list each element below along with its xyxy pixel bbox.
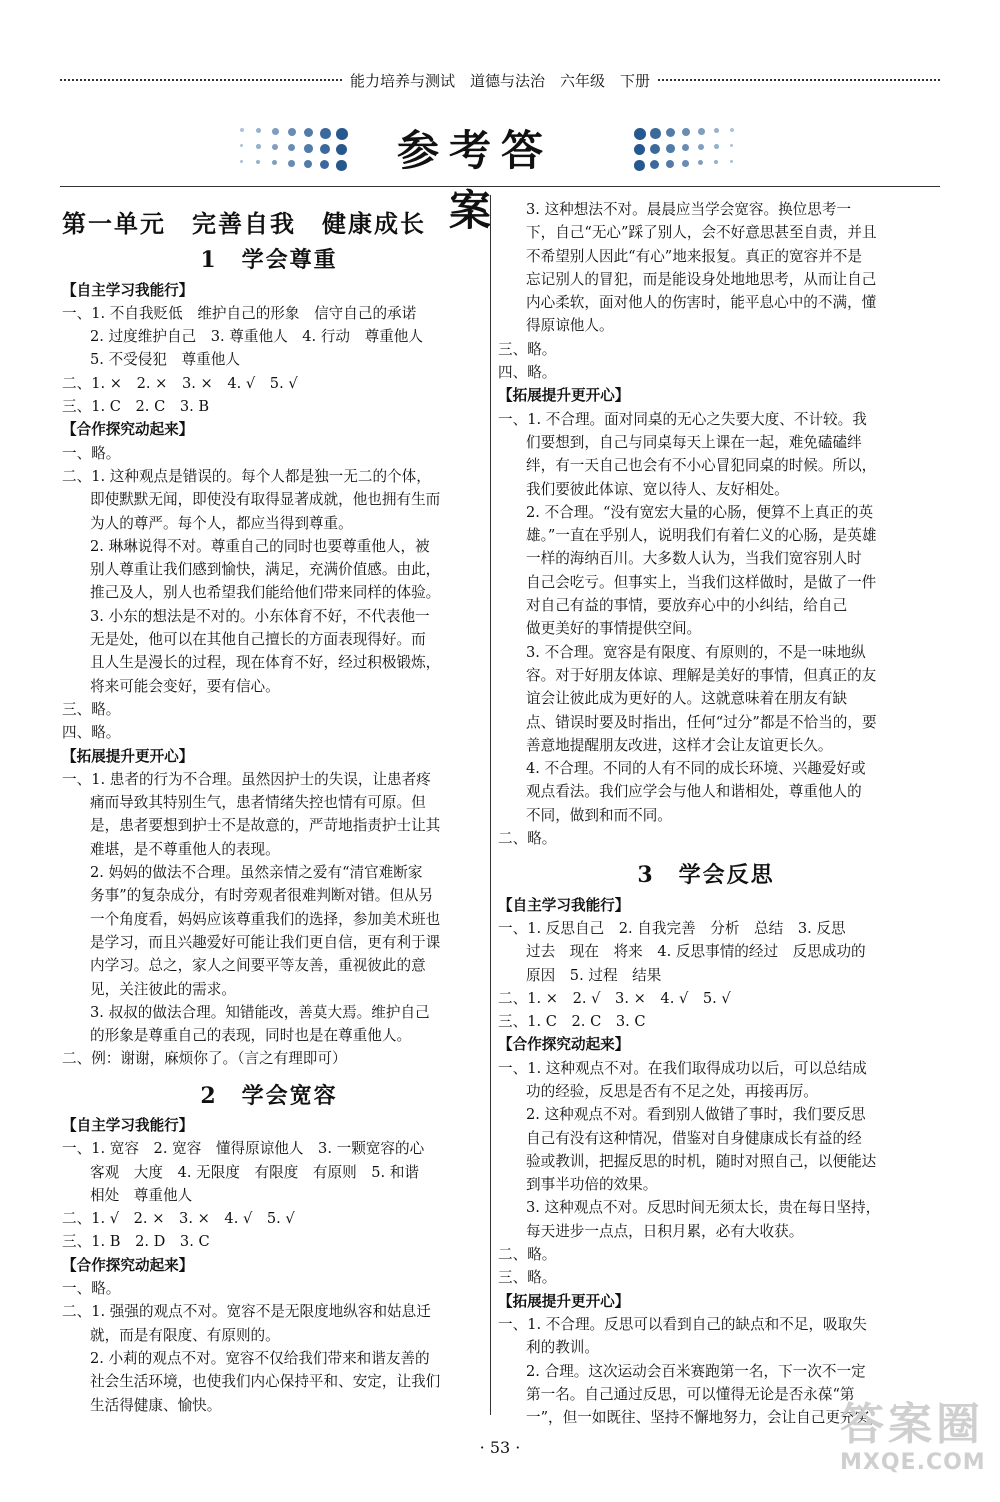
answer-line: 得原谅他人。 (526, 317, 614, 335)
answer-line: 3. 叔叔的做法合理。知错能改，善莫大焉。维护自己 (90, 1003, 430, 1021)
answer-line: 客观 大度 4. 无限度 有限度 有原则 5. 和谐 (90, 1163, 420, 1181)
answer-line: 且人生是漫长的过程，现在体育不好，经过积极锻炼， (90, 654, 441, 672)
ornament-dot (714, 144, 719, 149)
answer-line: 每天进步一点点，日积月累，必有大收获。 (526, 1222, 804, 1240)
answer-line: 就，而是有限度、有原则的。 (90, 1326, 280, 1344)
ornament-dot (698, 160, 703, 165)
answer-line: 雄。”一直在乎别人，说明我们有着仁义的心肠，是英雄 (526, 527, 877, 545)
answer-line: 将来可能会变好，要有信心。 (90, 677, 280, 695)
answer-line: 的形象是尊重自己的表现，同时也是在尊重他人。 (90, 1027, 412, 1045)
answer-line: 第一名。自己通过反思，可以懂得无论是否永葆“第 (526, 1385, 855, 1403)
answer-line: 二、略。 (498, 830, 557, 848)
answer-line: 3. 小东的想法是不对的。小东体育不好，不代表他一 (90, 607, 430, 625)
header-text: 能力培养与测试 道德与法治 六年级 下册 (350, 71, 651, 90)
answer-line: 2. 妈妈的做法不合理。虽然亲情之爱有“清官难断家 (90, 864, 423, 882)
answer-line: 生活得健康、愉快。 (90, 1396, 222, 1414)
answer-line: 二、1. 这种观点是错误的。每个人都是独一无二的个体， (62, 467, 431, 485)
running-header (60, 70, 940, 90)
answer-line: 对自己有益的事情，要放弃心中的小纠结，给自己 (526, 597, 848, 615)
ornament-dot (698, 144, 704, 150)
answer-line: 功的经验，反思是否有不足之处，再接再厉。 (526, 1082, 818, 1100)
answer-line: 做更美好的事情提供空间。 (526, 620, 702, 638)
answer-line: 一样的海纳百川。大多数人认为，当我们宽容别人时 (526, 550, 862, 568)
ornament-dot (304, 160, 312, 168)
ornament-dot (730, 144, 733, 147)
answer-line: 三、略。 (498, 1269, 557, 1287)
ornament-dot (320, 160, 329, 169)
ornament-dot (272, 144, 278, 150)
watermark-logo (840, 1400, 990, 1495)
lesson-heading: 1 学会尊重 (200, 247, 338, 274)
section-heading: 【拓展提升更开心】 (62, 747, 194, 765)
answer-line: 2. 琳琳说得不对。尊重自己的同时也要尊重他人，被 (90, 537, 430, 555)
column-divider (490, 195, 491, 1415)
answer-line: 2. 不合理。“没有宽宏大量的心肠，便算不上真正的英 (526, 503, 874, 521)
ornament-dot (666, 144, 675, 153)
answer-line: 4. 不合理。不同的人有不同的成长环境、兴趣爱好或 (526, 760, 866, 778)
title-divider (60, 186, 940, 187)
ornament-dot (240, 128, 244, 132)
ornament-dot (304, 128, 313, 137)
answer-line: 二、1. √ 2. × 3. × 4. √ 5. √ (62, 1210, 295, 1228)
ornament-dot (682, 144, 689, 151)
dot-ornament-right (620, 122, 740, 176)
section-heading: 【合作探究动起来】 (498, 1036, 630, 1054)
ornament-dot (682, 128, 690, 136)
answer-line: 验或教训，把握反思的时机，随时对照自己，以便能达 (526, 1152, 877, 1170)
answer-line: 自己会吃亏。但事实上，当我们这样做时，是做了一件 (526, 573, 877, 591)
answer-line: 2. 这种观点不对。看到别人做错了事时，我们要反思 (526, 1106, 866, 1124)
ornament-dot (666, 160, 674, 168)
ornament-dot (256, 160, 260, 164)
ornament-dot (634, 144, 645, 155)
answer-line: 为人的尊严。每个人，都应当得到尊重。 (90, 514, 353, 532)
answer-line: 见，关注彼此的需求。 (90, 980, 236, 998)
answer-line: 推己及人，别人也希望我们能给他们带来同样的体验。 (90, 584, 441, 602)
answer-line: 一、1. 患者的行为不合理。虽然因护士的失误，让患者疼 (62, 770, 431, 788)
ornament-dot (240, 160, 243, 163)
section-heading: 【合作探究动起来】 (62, 1256, 194, 1274)
answer-line: 内心柔软，面对他人的伤害时，能平息心中的不满，懂 (526, 294, 877, 312)
answer-line: 二、1. × 2. √ 3. × 4. √ 5. √ (498, 989, 731, 1007)
answer-line: 原因 5. 过程 结果 (526, 966, 662, 984)
answer-line: 是，患者要想到护士不是故意的，严苛地指责护士让其 (90, 817, 441, 835)
unit-heading: 第一单元 完善自我 健康成长 (62, 209, 426, 238)
ornament-dot (336, 128, 348, 140)
dot-ornament-left (240, 122, 360, 176)
section-heading: 【拓展提升更开心】 (498, 387, 630, 405)
right-column (498, 198, 914, 1429)
ornament-dot (634, 128, 646, 140)
answer-line: 一”，但一如既往、坚持不懈地努力，会让自己更充实， (526, 1409, 884, 1427)
answer-line: 务事”的复杂成分，有时旁观者很难判断对错。但从另 (90, 887, 434, 905)
answer-line: 一、1. 宽容 2. 宽容 懂得原谅他人 3. 一颗宽容的心 (62, 1140, 425, 1158)
ornament-dot (256, 128, 261, 133)
answer-line: 忘记别人的冒犯，而是能设身处地地思考，从而让自己 (526, 270, 877, 288)
section-heading: 【合作探究动起来】 (62, 421, 194, 439)
ornament-dot (698, 128, 705, 135)
answer-line: 无是处，他可以在其他自己擅长的方面表现得好。而 (90, 631, 426, 649)
answer-line: 相处 尊重他人 (90, 1186, 193, 1204)
header-rule-left (60, 79, 342, 81)
answer-line: 2. 小莉的观点不对。宽容不仅给我们带来和谐友善的 (90, 1349, 430, 1367)
answer-line: 一、1. 不合理。反思可以看到自己的缺点和不足，吸取失 (498, 1315, 867, 1333)
lesson-heading: 3 学会反思 (637, 862, 775, 889)
answer-line: 别人尊重让我们感到愉快，满足，充满价值感。由此， (90, 561, 441, 579)
answer-line: 二、1. 强强的观点不对。宽容不是无限度地纵容和姑息迁 (62, 1303, 431, 1321)
answer-line: 3. 不合理。宽容是有限度、有原则的，不是一味地纵 (526, 643, 866, 661)
answer-line: 社会生活环境，也使我们内心保持平和、安定，让我们 (90, 1373, 441, 1391)
answer-line: 5. 不受侵犯 尊重他人 (90, 351, 240, 369)
answer-line: 过去 现在 将来 4. 反思事情的经过 反思成功的 (526, 943, 866, 961)
ornament-dot (714, 160, 718, 164)
answer-line: 下，自己“无心”踩了别人，会不好意思甚至自责，并且 (526, 224, 877, 242)
answer-line: 3. 这种观点不对。反思时间无须太长，贵在每日坚持， (526, 1199, 881, 1217)
answer-line: 不希望别人因此“有心”地来报复。真正的宽容并不是 (526, 247, 862, 265)
answer-line: 观点看法。我们应学会与他人和谐相处，尊重他人的 (526, 783, 862, 801)
answer-line: 不同，做到和而不同。 (526, 806, 672, 824)
section-heading: 【拓展提升更开心】 (498, 1292, 630, 1310)
answer-line: 难堪，是不尊重他人的表现。 (90, 840, 280, 858)
answer-line: 谊会让彼此成为更好的人。这就意味着在朋友有缺 (526, 690, 848, 708)
ornament-dot (240, 144, 243, 147)
ornament-dot (714, 128, 719, 133)
answer-line: 三、1. C 2. C 3. C (498, 1013, 646, 1031)
ornament-dot (272, 128, 279, 135)
answer-line: 三、略。 (498, 340, 557, 358)
answer-line: 一个角度看，妈妈应该尊重我们的选择，参加美术班也 (90, 910, 441, 928)
answer-line: 善意地提醒朋友改进，这样才会让友谊更长久。 (526, 736, 833, 754)
ornament-dot (288, 160, 295, 167)
ornament-dot (288, 144, 295, 151)
lesson-heading: 2 学会宽容 (200, 1082, 338, 1109)
answer-line: 容。对于好朋友体谅、理解是美好的事情，但真正的友 (526, 666, 877, 684)
answer-line: 痛而导致其特别生气，患者情绪失控也情有可原。但 (90, 794, 426, 812)
answer-line: 自己有没有这种情况，借鉴对自身健康成长有益的经 (526, 1129, 862, 1147)
answer-line: 一、1. 不自我贬低 维护自己的形象 信守自己的承诺 (62, 304, 417, 322)
answer-line: 3. 这种想法不对。晨晨应当学会宽容。换位思考一 (526, 201, 852, 218)
answer-line: 二、例：谢谢，麻烦你了。（言之有理即可） (62, 1050, 347, 1068)
answer-line: 三、略。 (62, 700, 121, 718)
answer-line: 2. 过度维护自己 3. 尊重他人 4. 行动 尊重他人 (90, 328, 423, 346)
ornament-dot (320, 144, 330, 154)
answer-line: 到事半功倍的效果。 (526, 1176, 658, 1194)
answer-line: 是学习，而且兴趣爱好可能让我们更自信，更有利于课 (90, 933, 441, 951)
answer-line: 利的教训。 (526, 1339, 599, 1357)
answer-line: 三、1. C 2. C 3. B (62, 398, 210, 416)
answer-line: 一、1. 不合理。面对同桌的无心之失要大度、不计较。我 (498, 410, 867, 428)
ornament-dot (336, 144, 347, 155)
ornament-dot (336, 160, 347, 171)
answer-line: 四、略。 (62, 724, 121, 742)
ornament-dot (272, 160, 277, 165)
section-heading: 【自主学习我能行】 (62, 281, 194, 299)
watermark-line2: MXQE.COM (840, 1450, 986, 1475)
ornament-dot (730, 128, 734, 132)
answer-line: 绊，有一天自己也会有不小心冒犯同桌的时候。所以， (526, 457, 877, 475)
answer-line: 们要想到，自己与同桌每天上课在一起，难免磕磕绊 (526, 433, 862, 451)
section-heading: 【自主学习我能行】 (62, 1116, 194, 1134)
ornament-dot (288, 128, 296, 136)
page-number: · 53 · (479, 1438, 521, 1457)
ornament-dot (256, 144, 261, 149)
answer-line: 一、略。 (62, 1280, 121, 1298)
answer-line: 三、1. B 2. D 3. C (62, 1233, 210, 1251)
ornament-dot (304, 144, 313, 153)
answer-line: 2. 合理。这次运动会百米赛跑第一名，下一次不一定 (526, 1362, 866, 1380)
ornament-dot (634, 160, 645, 171)
answer-line: 一、1. 这种观点不对。在我们取得成功以后，可以总结成 (498, 1059, 867, 1077)
header-rule-right (658, 79, 940, 81)
answer-line: 四、略。 (498, 364, 557, 382)
answer-line: 即使默默无闻，即使没有取得显著成就，他也拥有生而 (90, 491, 441, 509)
answer-line: 一、略。 (62, 444, 121, 462)
ornament-dot (650, 128, 661, 139)
ornament-dot (320, 128, 331, 139)
answer-line: 点、错误时要及时指出，任何“过分”都是不恰当的，要 (526, 713, 877, 731)
ornament-dot (682, 160, 689, 167)
watermark-line1: 答案圈 (840, 1399, 984, 1450)
answer-line: 二、1. × 2. × 3. × 4. √ 5. √ (62, 374, 298, 392)
ornament-dot (650, 160, 659, 169)
ornament-dot (666, 128, 675, 137)
left-column (62, 198, 476, 1417)
answer-line: 二、略。 (498, 1246, 557, 1264)
page-title: 参考答案 (396, 126, 553, 235)
ornament-dot (730, 160, 733, 163)
answer-line: 我们要彼此体谅、宽以待人、友好相处。 (526, 480, 789, 498)
answer-line: 一、1. 反思自己 2. 自我完善 分析 总结 3. 反思 (498, 919, 846, 937)
answer-line: 内学习。总之，家人之间要平等友善，重视彼此的意 (90, 957, 426, 975)
section-heading: 【自主学习我能行】 (498, 896, 630, 914)
ornament-dot (650, 144, 660, 154)
